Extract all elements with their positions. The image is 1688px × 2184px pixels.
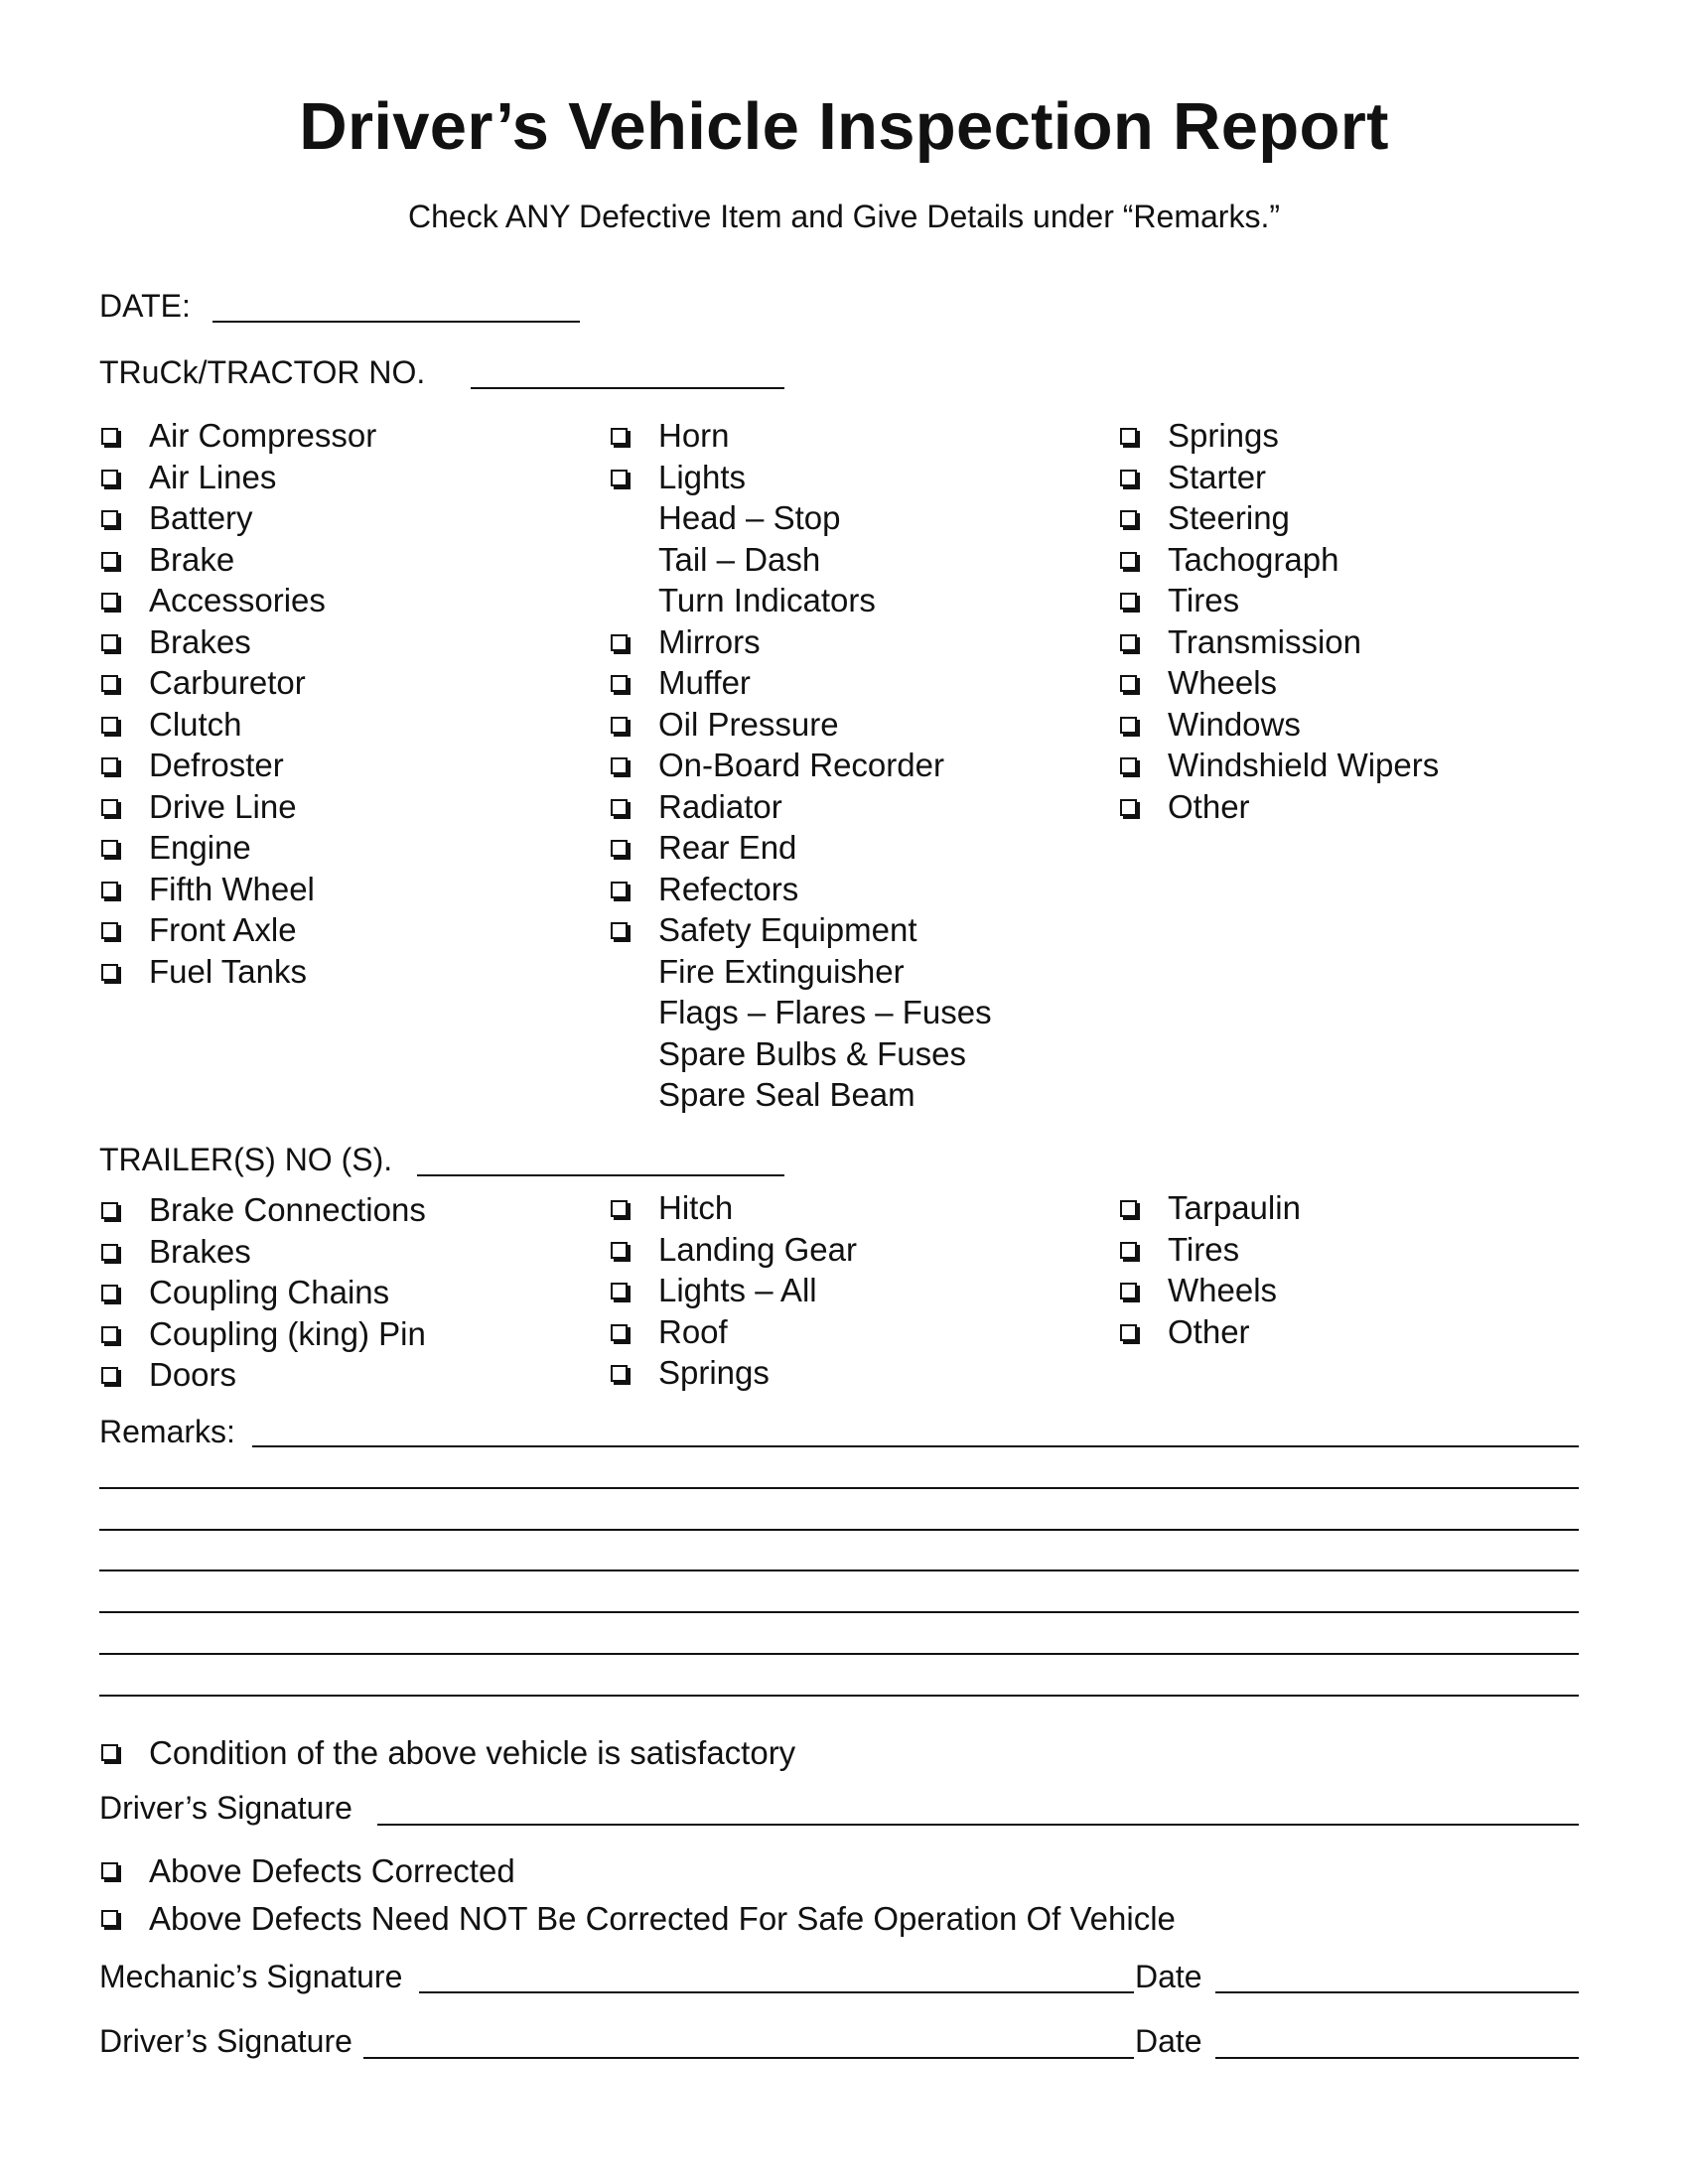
checkbox[interactable]	[101, 1744, 118, 1761]
truck-item-label: Clutch	[149, 705, 242, 743]
truck-item-label: Flags – Flares – Fuses	[658, 994, 992, 1030]
checkbox[interactable]	[1120, 510, 1137, 527]
truck-item-label: Springs	[1168, 417, 1279, 454]
checkbox[interactable]	[101, 510, 118, 527]
truck-item-label: Tail – Dash	[658, 540, 821, 578]
trailer-item-label: Coupling Chains	[149, 1274, 390, 1310]
checkbox[interactable]	[611, 634, 628, 651]
truck-item-label: Battery	[149, 499, 253, 536]
checkbox[interactable]	[101, 1910, 118, 1927]
checkbox[interactable]	[101, 1244, 118, 1261]
page-title: Driver’s Vehicle Inspection Report	[299, 89, 1389, 164]
driver-signature-field[interactable]	[377, 1824, 1579, 1826]
truck-number-field[interactable]	[471, 387, 784, 389]
remarks-label: Remarks:	[99, 1414, 235, 1449]
checkbox[interactable]	[1120, 428, 1137, 445]
truck-item-label: Brakes	[149, 622, 251, 660]
checkbox[interactable]	[1120, 593, 1137, 610]
truck-item-label: Defroster	[149, 747, 284, 783]
trailer-item-label: Coupling (king) Pin	[149, 1314, 426, 1352]
truck-item-label: Front Axle	[149, 911, 297, 948]
truck-item-label: Turn Indicators	[658, 582, 876, 618]
remarks-line[interactable]	[99, 1653, 1579, 1655]
driver-signature-field-2[interactable]	[363, 2057, 1134, 2059]
remarks-line[interactable]	[99, 1487, 1579, 1489]
truck-item-label: Fire Extinguisher	[658, 952, 905, 990]
trailer-item-label: Landing Gear	[658, 1230, 857, 1268]
condition-satisfactory-label: Condition of the above vehicle is satisfactory	[149, 1734, 796, 1771]
truck-item-label: Air Lines	[149, 458, 277, 495]
remarks-line[interactable]	[99, 1529, 1579, 1531]
trailer-number-field[interactable]	[417, 1174, 784, 1176]
checkbox[interactable]	[1120, 799, 1137, 816]
checkbox[interactable]	[1120, 717, 1137, 734]
checkbox[interactable]	[611, 1324, 628, 1341]
checkbox[interactable]	[1120, 675, 1137, 692]
checkbox[interactable]	[611, 757, 628, 774]
checkbox[interactable]	[101, 717, 118, 734]
checkbox[interactable]	[101, 882, 118, 898]
checkbox[interactable]	[611, 799, 628, 816]
trailer-item-label: Tarpaulin	[1168, 1189, 1301, 1226]
checkbox[interactable]	[611, 717, 628, 734]
mechanic-date-label: Date	[1135, 1959, 1202, 1994]
remarks-line[interactable]	[99, 1570, 1579, 1571]
checkbox[interactable]	[611, 1200, 628, 1217]
checkbox[interactable]	[101, 757, 118, 774]
trailer-item-label: Other	[1168, 1312, 1250, 1350]
truck-item-label: Horn	[658, 417, 730, 454]
checkbox[interactable]	[101, 634, 118, 651]
checkbox[interactable]	[1120, 470, 1137, 486]
checkbox[interactable]	[1120, 1242, 1137, 1259]
trailer-item-label: Roof	[658, 1312, 728, 1350]
truck-item-label: Carburetor	[149, 664, 306, 701]
checkbox[interactable]	[611, 922, 628, 939]
truck-item-label: Refectors	[658, 870, 799, 907]
trailer-item-label: Lights – All	[658, 1272, 817, 1308]
truck-item-label: Other	[1168, 787, 1250, 825]
mechanic-signature-field[interactable]	[419, 1991, 1134, 1993]
checkbox[interactable]	[101, 840, 118, 857]
defects-not-needed-label: Above Defects Need NOT Be Corrected For Safe Operation Of Vehicle	[149, 1900, 1176, 1937]
truck-item-label: Mirrors	[658, 622, 761, 660]
checkbox[interactable]	[611, 675, 628, 692]
checkbox[interactable]	[1120, 552, 1137, 569]
checkbox[interactable]	[101, 552, 118, 569]
checkbox[interactable]	[1120, 1324, 1137, 1341]
date-label: DATE:	[99, 288, 191, 324]
checkbox[interactable]	[611, 470, 628, 486]
truck-item-label: Wheels	[1168, 664, 1278, 701]
truck-item-label: Tires	[1168, 582, 1240, 618]
checkbox[interactable]	[1120, 757, 1137, 774]
truck-item-label: Safety Equipment	[658, 911, 917, 948]
date-field[interactable]	[212, 321, 580, 323]
truck-item-label: Brake	[149, 540, 235, 578]
checkbox[interactable]	[101, 1326, 118, 1343]
trailer-item-label: Doors	[149, 1356, 237, 1393]
checkbox[interactable]	[101, 1367, 118, 1384]
checkbox[interactable]	[101, 1202, 118, 1219]
checkbox[interactable]	[101, 964, 118, 981]
mechanic-date-field[interactable]	[1215, 1991, 1579, 1993]
remarks-line[interactable]	[99, 1611, 1579, 1613]
trailer-number-label: TRAILER(S) NO (S).	[99, 1142, 393, 1177]
checkbox[interactable]	[101, 922, 118, 939]
truck-item-label: Windows	[1168, 705, 1301, 743]
checkbox[interactable]	[101, 428, 118, 445]
trailer-item-label: Wheels	[1168, 1272, 1278, 1308]
truck-item-label: Radiator	[658, 787, 782, 825]
truck-item-label: Spare Seal Beam	[658, 1076, 915, 1113]
truck-item-label: Windshield Wipers	[1168, 747, 1440, 783]
driver-date-field[interactable]	[1215, 2057, 1579, 2059]
truck-item-label: Oil Pressure	[658, 705, 839, 743]
checkbox[interactable]	[611, 1242, 628, 1259]
truck-item-label: Drive Line	[149, 787, 297, 825]
truck-item-label: Lights	[658, 458, 747, 495]
checkbox[interactable]	[101, 675, 118, 692]
truck-item-label: Air Compressor	[149, 417, 377, 454]
trailer-item-label: Hitch	[658, 1189, 734, 1226]
truck-item-label: Steering	[1168, 499, 1290, 536]
truck-item-label: Engine	[149, 829, 251, 866]
truck-number-label: TRuCk/TRACTOR NO.	[99, 354, 426, 390]
truck-item-label: Rear End	[658, 829, 797, 866]
checkbox[interactable]	[101, 470, 118, 486]
truck-item-label: Accessories	[149, 582, 326, 618]
page-subtitle: Check ANY Defective Item and Give Details under “Remarks.”	[408, 199, 1280, 234]
truck-item-label: Head – Stop	[658, 499, 841, 536]
truck-item-label: Spare Bulbs & Fuses	[658, 1034, 966, 1072]
mechanic-signature-label: Mechanic’s Signature	[99, 1959, 403, 1994]
checkbox[interactable]	[101, 799, 118, 816]
truck-item-label: Starter	[1168, 458, 1267, 495]
checkbox[interactable]	[1120, 1200, 1137, 1217]
checkbox[interactable]	[1120, 634, 1137, 651]
checkbox[interactable]	[101, 1285, 118, 1301]
checkbox[interactable]	[1120, 1283, 1137, 1299]
truck-item-label: Transmission	[1168, 622, 1361, 660]
truck-item-label: Fifth Wheel	[149, 870, 315, 907]
trailer-item-label: Brakes	[149, 1232, 251, 1270]
checkbox[interactable]	[611, 882, 628, 898]
checkbox[interactable]	[611, 1365, 628, 1382]
driver-signature-label: Driver’s Signature	[99, 1790, 352, 1826]
driver-date-label: Date	[1135, 2023, 1202, 2059]
checkbox[interactable]	[611, 1283, 628, 1299]
checkbox[interactable]	[611, 840, 628, 857]
remarks-line[interactable]	[252, 1445, 1579, 1447]
driver-signature-label-2: Driver’s Signature	[99, 2023, 352, 2059]
truck-item-label: Fuel Tanks	[149, 952, 307, 990]
checkbox[interactable]	[101, 593, 118, 610]
checkbox[interactable]	[101, 1862, 118, 1879]
defects-corrected-label: Above Defects Corrected	[149, 1852, 515, 1889]
trailer-item-label: Tires	[1168, 1230, 1240, 1268]
truck-item-label: Tachograph	[1168, 540, 1339, 578]
checkbox[interactable]	[611, 428, 628, 445]
truck-item-label: On-Board Recorder	[658, 747, 944, 783]
remarks-line[interactable]	[99, 1695, 1579, 1697]
trailer-item-label: Brake Connections	[149, 1191, 426, 1228]
truck-item-label: Muffer	[658, 664, 751, 701]
trailer-item-label: Springs	[658, 1354, 770, 1391]
